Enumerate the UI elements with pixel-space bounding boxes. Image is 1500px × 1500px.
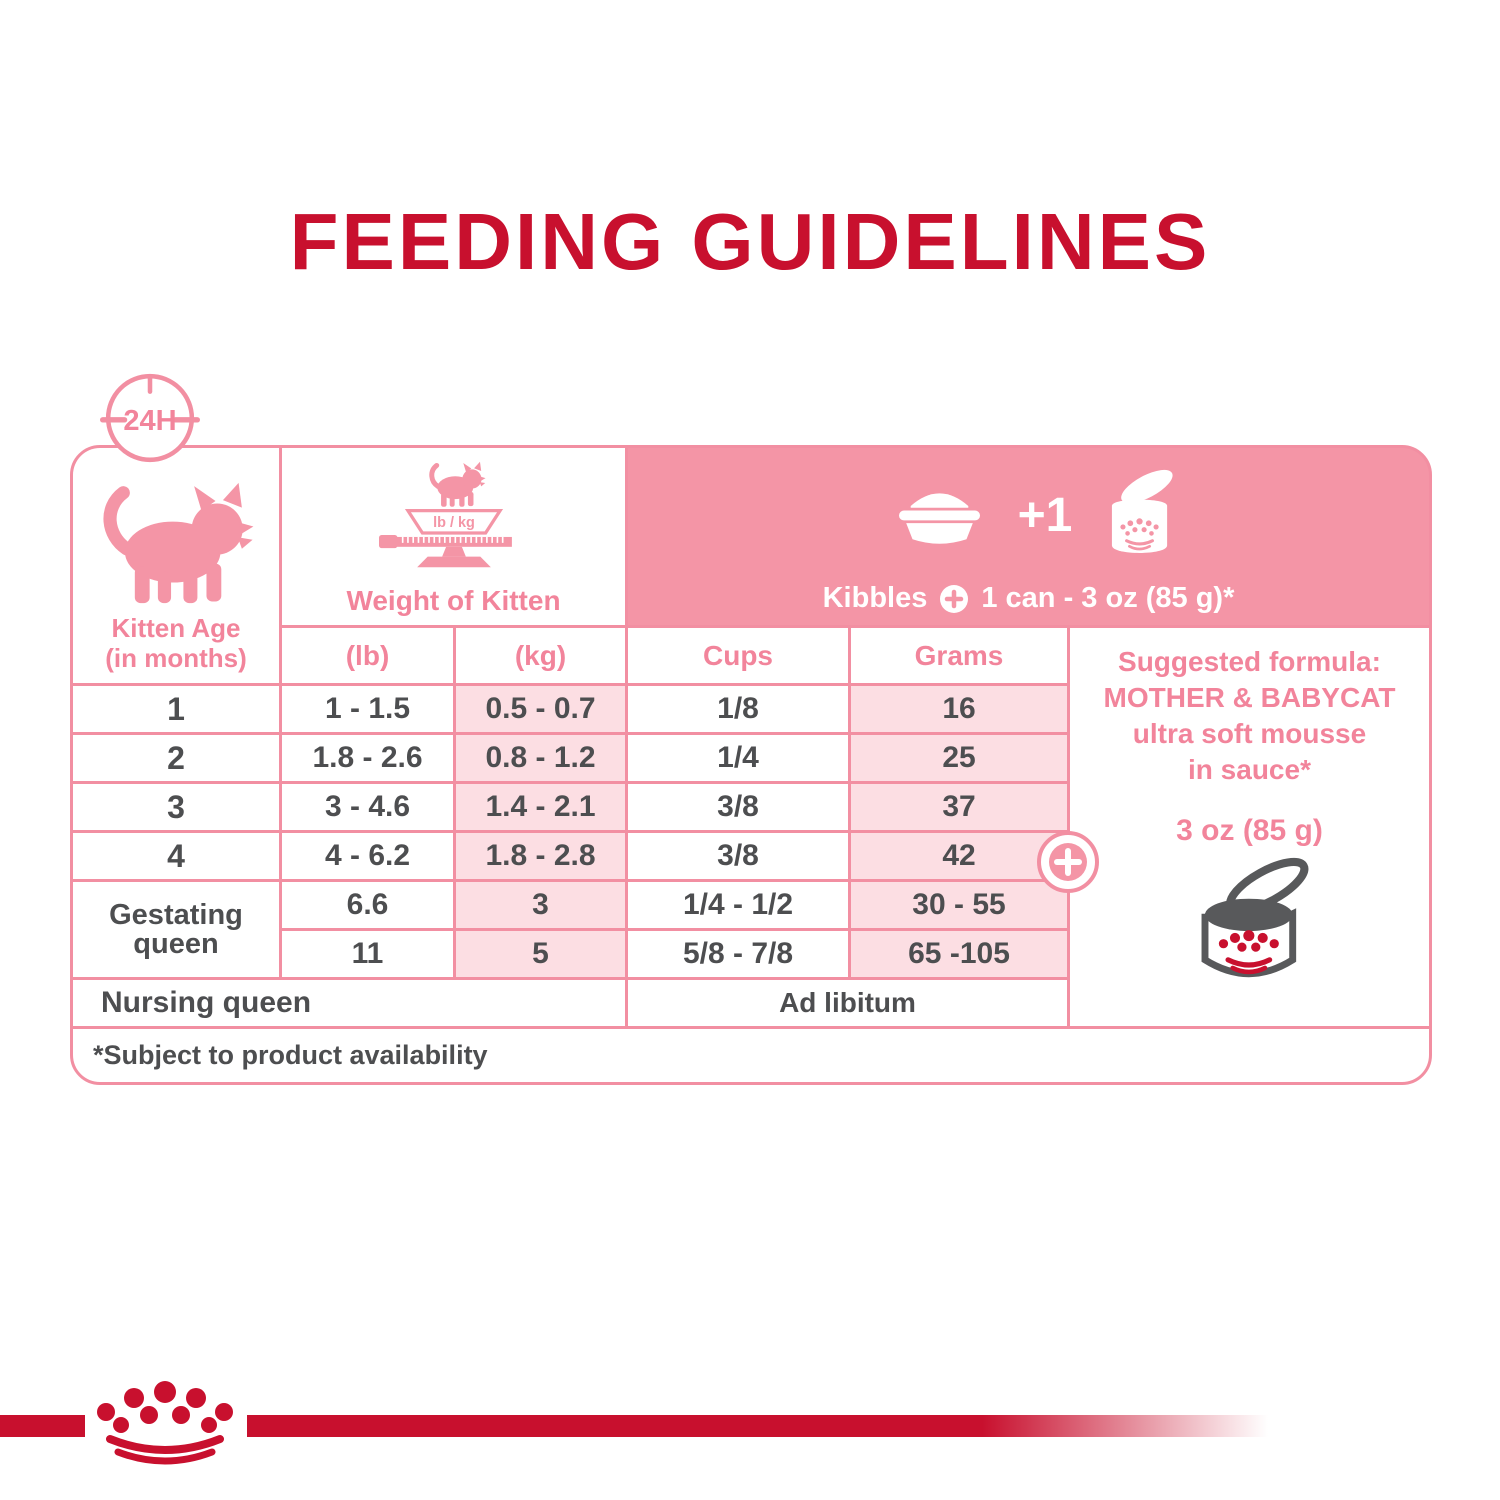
kg-3: 1.4 - 2.1 (456, 784, 625, 830)
kitten-silhouette-icon (81, 473, 271, 613)
lb-4: 4 - 6.2 (282, 833, 453, 879)
suggested-formula-line4: in sauce* (1188, 754, 1311, 785)
grams-3: 37 (851, 784, 1067, 830)
plus-badge-icon (1036, 830, 1100, 894)
availability-footnote: *Subject to product availability (73, 1029, 1429, 1082)
gest1-cups: 1/4 - 1/2 (628, 882, 848, 928)
col-header-grams: Grams (851, 628, 1067, 683)
grams-2: 25 (851, 735, 1067, 781)
suggested-formula-line1: Suggested formula: (1118, 646, 1381, 677)
kitten-age-line1: Kitten Age (111, 613, 241, 643)
cups-4: 3/8 (628, 833, 848, 879)
nursing-queen-label: Nursing queen (73, 980, 625, 1026)
age-4: 4 (73, 833, 279, 879)
gest2-kg: 5 (456, 931, 625, 977)
col-header-cups: Cups (628, 628, 848, 683)
kitten-age-line2: (in months) (105, 643, 247, 673)
kg-1: 0.5 - 0.7 (456, 686, 625, 732)
gest2-grams: 65 -105 (851, 931, 1067, 977)
ad-libitum-value: Ad libitum (628, 980, 1067, 1026)
cups-3: 3/8 (628, 784, 848, 830)
feeding-table (70, 445, 1432, 1085)
lb-2: 1.8 - 2.6 (282, 735, 453, 781)
grams-4: 42 (851, 833, 1067, 879)
kg-4: 1.8 - 2.8 (456, 833, 625, 879)
col-header-lb: (lb) (282, 628, 453, 683)
col-header-kg: (kg) (456, 628, 625, 683)
weight-header-label: Weight of Kitten (346, 585, 561, 616)
mixed-feeding-header-cell (628, 448, 1429, 625)
kibbles-label: Kibbles (822, 582, 928, 614)
gestating-line2: queen (133, 927, 219, 960)
brand-band-right (247, 1415, 1268, 1437)
suggested-formula-line2: MOTHER & BABYCAT (1103, 682, 1396, 713)
suggested-formula-panel (1070, 628, 1429, 1026)
brand-band-left (0, 1415, 85, 1437)
clock-24h-icon (100, 368, 200, 468)
kitten-age-label (105, 613, 247, 673)
mixed-feeding-caption (823, 582, 1235, 615)
gest2-cups: 5/8 - 7/8 (628, 931, 848, 977)
weight-header-cell (282, 448, 625, 625)
plus-one-label: +1 (1017, 488, 1073, 542)
open-can-crown-icon (1175, 856, 1325, 1006)
clock-label: 24H (123, 404, 177, 437)
cups-1: 1/8 (628, 686, 848, 732)
scale-units-label: lb / kg (432, 515, 475, 532)
royal-canin-crown-logo (85, 1378, 245, 1478)
gestating-line1: Gestating (109, 898, 243, 931)
gest2-lb: 11 (282, 931, 453, 977)
lb-3: 3 - 4.6 (282, 784, 453, 830)
plus-circle-icon (939, 584, 969, 614)
grams-1: 16 (851, 686, 1067, 732)
lb-1: 1 - 1.5 (282, 686, 453, 732)
suggested-formula-size: 3 oz (85 g) (1176, 814, 1323, 847)
weight-scale-icon (329, 458, 579, 583)
gest1-grams: 30 - 55 (851, 882, 1067, 928)
open-can-icon (1088, 464, 1180, 566)
age-3: 3 (73, 784, 279, 830)
suggested-formula-line3: ultra soft mousse (1132, 718, 1367, 749)
age-2: 2 (73, 735, 279, 781)
cups-2: 1/4 (628, 735, 848, 781)
gest1-lb: 6.6 (282, 882, 453, 928)
mixed-feeding-icons (877, 464, 1181, 566)
page-title: FEEDING GUIDELINES (289, 197, 1211, 286)
gestating-queen-label (73, 882, 279, 977)
age-1: 1 (73, 686, 279, 732)
kg-2: 0.8 - 1.2 (456, 735, 625, 781)
gest1-kg: 3 (456, 882, 625, 928)
kibble-bowl-icon (877, 479, 1002, 551)
can-amount-label: 1 can - 3 oz (85 g)* (981, 582, 1235, 614)
kitten-age-header-cell (73, 448, 279, 683)
